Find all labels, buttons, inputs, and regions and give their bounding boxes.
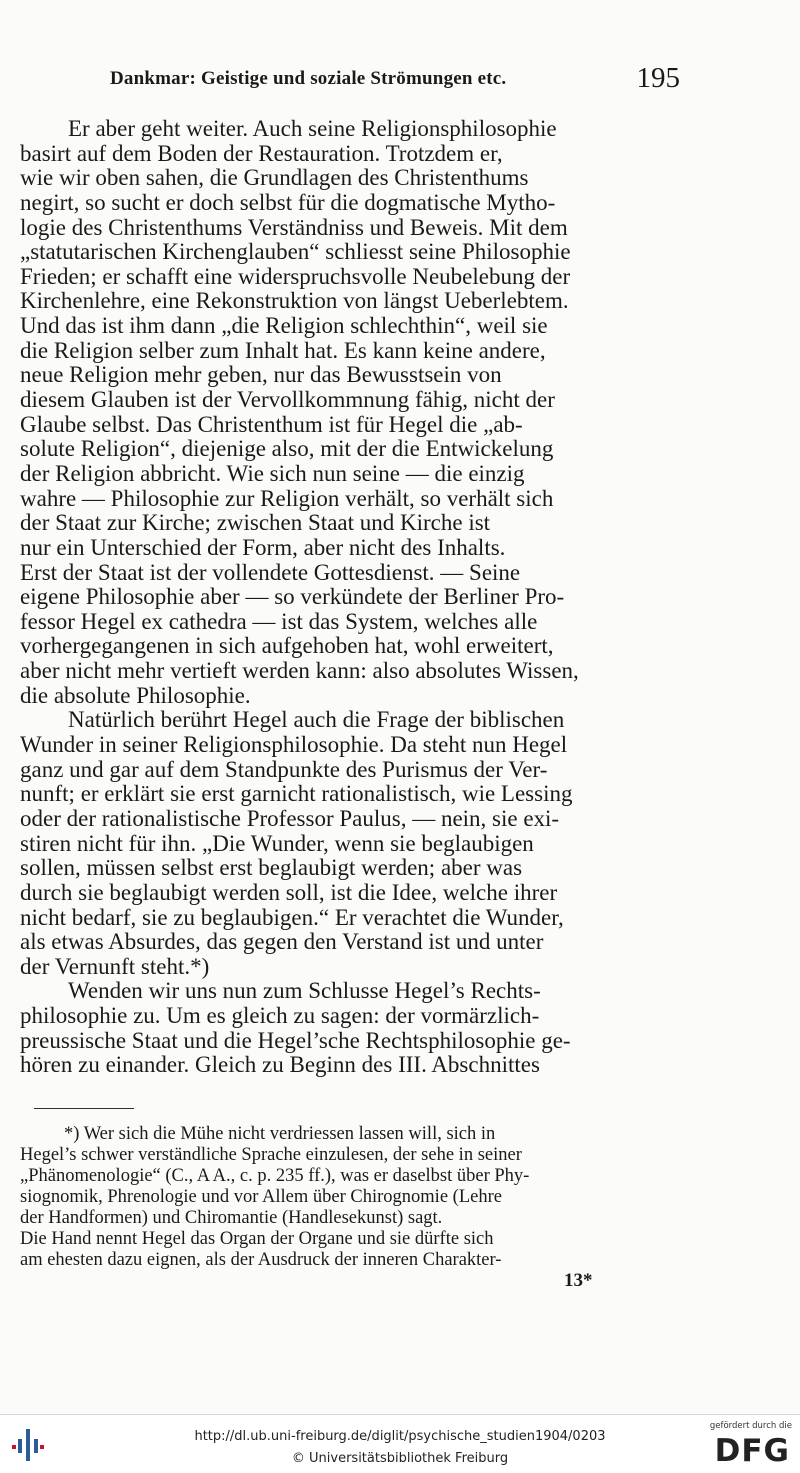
dfg-logo: DFG bbox=[714, 1433, 790, 1469]
permalink-link[interactable]: http://dl.ub.uni-freiburg.de/diglit/psychische_studien1904/0203 bbox=[194, 1429, 606, 1444]
text-line: diesem Glauben ist der Vervollkommnung fähig, nicht der bbox=[20, 387, 555, 413]
footnote-divider bbox=[34, 1108, 134, 1109]
text-line: basirt auf dem Boden der Restauration. Trotzdem er, bbox=[20, 140, 503, 166]
text-line: durch sie beglaubigt werden soll, ist die Idee, welche ihrer bbox=[20, 879, 558, 905]
text-line: Erst der Staat ist der vollendete Gottesdienst. — Seine bbox=[20, 559, 521, 585]
text-line: nicht bedarf, sie zu beglaubigen.“ Er verachtet die Wunder, bbox=[20, 904, 564, 930]
text-line: sollen, müssen selbst erst beglaubigt werden; aber was bbox=[20, 855, 523, 881]
text-line: vorhergegangenen in sich aufgehoben hat, wohl erweitert, bbox=[20, 633, 554, 659]
text-line: Und das ist ihm dann „die Religion schlechthin“, weil sie bbox=[20, 313, 548, 339]
text-line: ganz und gar auf dem Standpunkte des Purismus der Ver- bbox=[20, 756, 548, 782]
text-line: der Staat zur Kirche; zwischen Staat und Kirche ist bbox=[20, 510, 491, 536]
text-line: hören zu einander. Gleich zu Beginn des III. Abschnittes bbox=[20, 1052, 540, 1078]
text-line: „statutarischen Kirchenglauben“ schliesst seine Philosophie bbox=[20, 239, 571, 265]
footnote-line: Die Hand nennt Hegel das Organ der Organe und sie dürfte sich bbox=[20, 1229, 494, 1249]
text-line: eigene Philosophie aber — so verkündete der Berliner Pro- bbox=[20, 584, 565, 610]
text-line: Wenden wir uns nun zum Schlusse Hegel’s Rechts- bbox=[68, 978, 541, 1004]
text-line: philosophie zu. Um es gleich zu sagen: der vormärzlich- bbox=[20, 1003, 540, 1029]
text-line: Kirchenlehre, eine Rekonstruktion von längst Ueberlebtem. bbox=[20, 288, 569, 314]
text-line: fessor Hegel ex cathedra — ist das System, welches alle bbox=[20, 608, 538, 634]
text-line: die absolute Philosophie. bbox=[20, 682, 251, 708]
text-line: solute Religion“, diejenige also, mit der die Entwickelung bbox=[20, 436, 554, 462]
footnote-line: Hegel’s schwer verständliche Sprache einzulesen, der sehe in seiner bbox=[20, 1145, 522, 1165]
text-line: aber nicht mehr vertieft werden kann: also absolutes Wissen, bbox=[20, 658, 579, 684]
footnote-line: siognomik, Phrenologie und vor Allem über Chirognomie (Lehre bbox=[20, 1187, 502, 1207]
page-number: 195 bbox=[636, 62, 680, 94]
text-line: der Vernunft steht.*) bbox=[20, 953, 210, 979]
text-line: Wunder in seiner Religionsphilosophie. Da steht nun Hegel bbox=[20, 732, 568, 758]
text-line: wie wir oben sahen, die Grundlagen des Christenthums bbox=[20, 165, 529, 191]
text-line: negirt, so sucht er doch selbst für die dogmatische Mytho- bbox=[20, 189, 556, 215]
footnote-line: „Phänomenologie“ (C., A A., c. p. 235 ff.), was er daselbst über Phy- bbox=[20, 1166, 530, 1186]
footnote-line: am ehesten dazu eignen, als der Ausdruck der inneren Charakter- bbox=[20, 1250, 502, 1270]
text-line: nur ein Unterschied der Form, aber nicht des Inhalts. bbox=[20, 534, 506, 560]
text-line: die Religion selber zum Inhalt hat. Es kann keine andere, bbox=[20, 337, 546, 363]
text-line: als etwas Absurdes, das gegen den Verstand ist und unter bbox=[20, 929, 544, 955]
text-line: stiren nicht für ihn. „Die Wunder, wenn sie beglaubigen bbox=[20, 830, 534, 856]
text-line: Natürlich berührt Hegel auch die Frage der biblischen bbox=[68, 707, 565, 733]
footnote bbox=[20, 1124, 680, 1271]
running-title: Dankmar: Geistige und soziale Strömungen etc. bbox=[110, 68, 507, 89]
text-line: Frieden; er schafft eine widerspruchsvolle Neubelebung der bbox=[20, 263, 571, 289]
text-line: preussische Staat und die Hegel’sche Rechtsphilosophie ge- bbox=[20, 1027, 571, 1053]
signature-mark: 13* bbox=[564, 1270, 593, 1291]
text-line: Glaube selbst. Das Christenthum ist für Hegel die „ab- bbox=[20, 411, 523, 437]
running-header bbox=[110, 62, 680, 98]
copyright-notice: © Universitätsbibliothek Freiburg bbox=[291, 1451, 509, 1466]
footnote-line: der Handformen) und Chiromantie (Handlesekunst) sagt. bbox=[20, 1208, 443, 1228]
viewer-footer bbox=[0, 1414, 800, 1473]
text-line: logie des Christenthums Verständniss und Beweis. Mit dem bbox=[20, 214, 568, 240]
text-line: der Religion abbricht. Wie sich nun seine — die einzig bbox=[20, 460, 525, 486]
text-line: Er aber geht weiter. Auch seine Religionsphilosophie bbox=[68, 116, 557, 141]
text-line: nunft; er erklärt sie erst garnicht rationalistisch, wie Lessing bbox=[20, 781, 573, 807]
dfg-caption: gefördert durch die bbox=[709, 1421, 792, 1431]
text-line: wahre — Philosophie zur Religion verhält, so verhält sich bbox=[20, 485, 554, 511]
text-line: oder der rationalistische Professor Paulus, — nein, sie exi- bbox=[20, 805, 560, 831]
text-line: neue Religion mehr geben, nur das Bewusstsein von bbox=[20, 362, 502, 388]
main-text bbox=[20, 117, 680, 1078]
footnote-line: *) Wer sich die Mühe nicht verdriessen lassen will, sich in bbox=[64, 1124, 496, 1144]
